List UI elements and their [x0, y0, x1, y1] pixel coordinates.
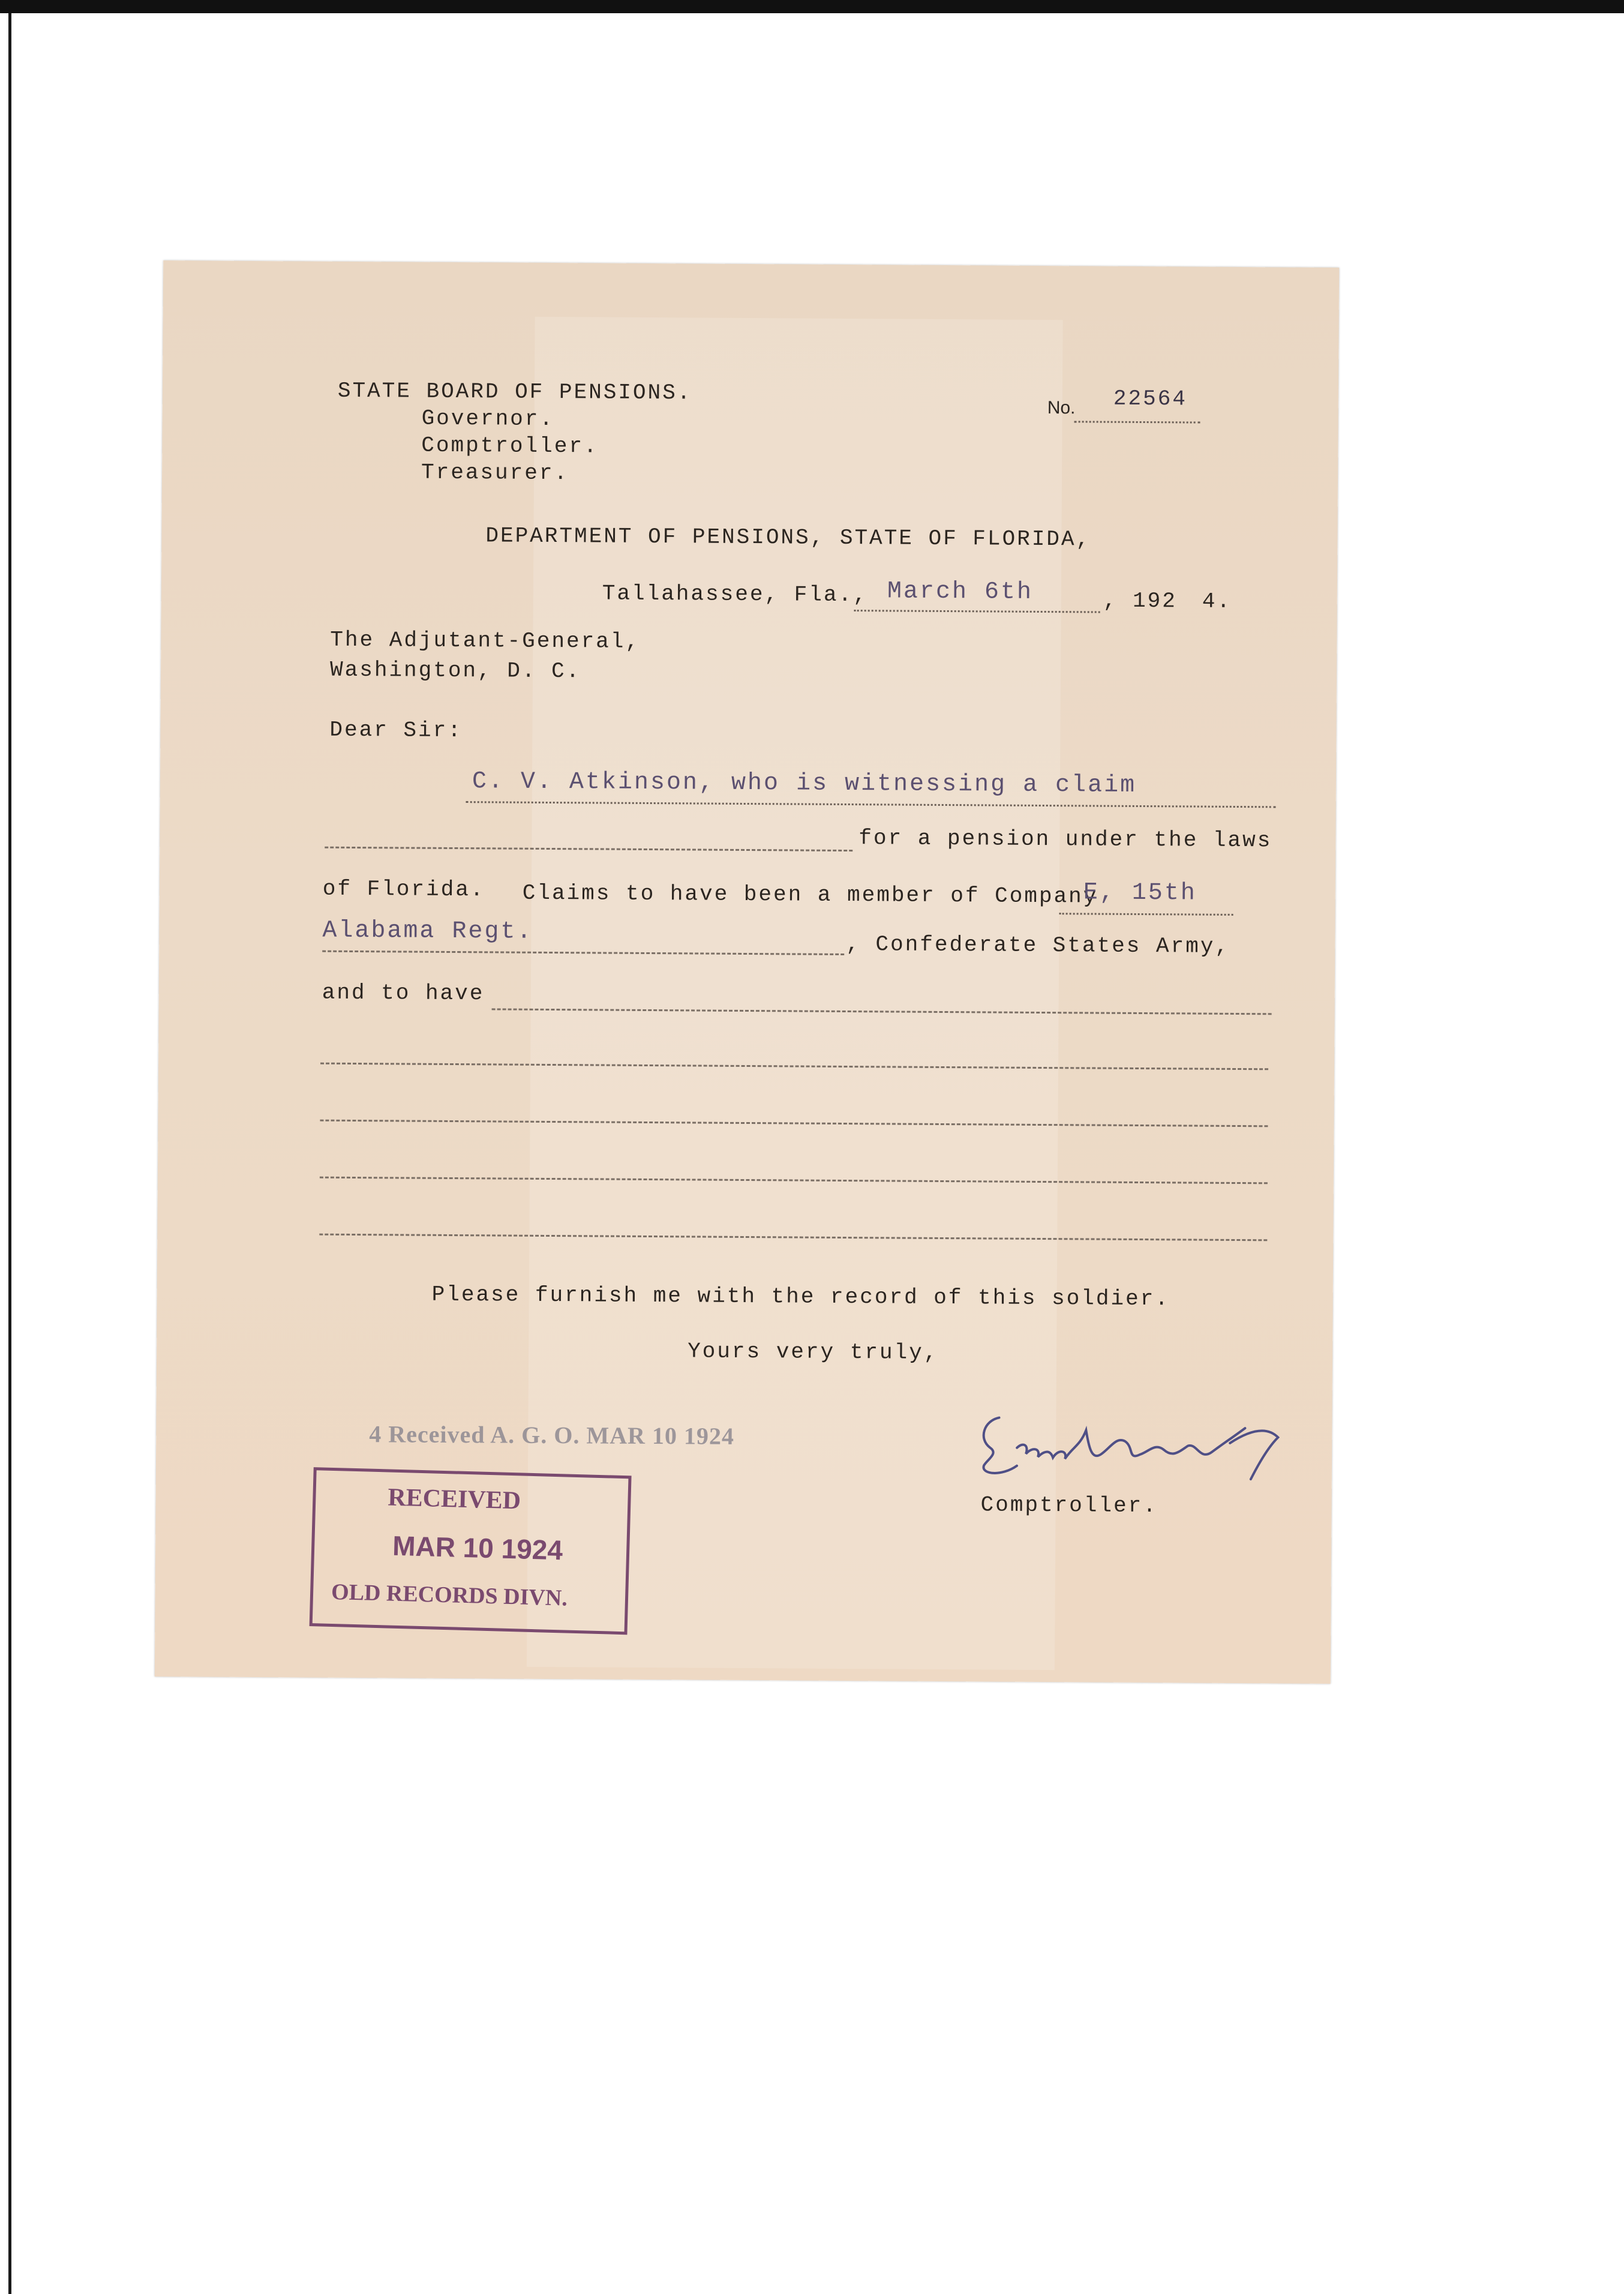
claims-text: Claims to have been a member of Company: [522, 880, 1098, 909]
pension-text: for a pension under the laws: [858, 826, 1272, 853]
board-member-governor: Governor.: [421, 406, 555, 432]
number-rule: [1074, 421, 1200, 423]
and-text: and to have: [322, 980, 485, 1006]
board-member-treasurer: Treasurer.: [421, 460, 569, 486]
signature-title: Comptroller.: [980, 1492, 1158, 1519]
addressee-line-2: Washington, D. C.: [329, 657, 581, 684]
florida-text: of Florida.: [322, 876, 485, 902]
number-label: No.: [1047, 398, 1076, 418]
closing: Yours very truly,: [688, 1339, 939, 1365]
comptroller-signature: [966, 1393, 1326, 1486]
salutation: Dear Sir:: [329, 717, 463, 743]
army-text: , Confederate States Army,: [846, 932, 1230, 959]
addressee-line-1: The Adjutant-General,: [330, 627, 641, 654]
dateline-year-prefix: , 192: [1103, 588, 1177, 614]
company-value: E, 15th: [1083, 879, 1197, 907]
dateline-year-suffix: 4.: [1202, 589, 1232, 614]
stamp-division: OLD RECORDS DIVN.: [331, 1579, 568, 1611]
request-text: Please furnish me with the record of this soldier.: [431, 1282, 1170, 1312]
pension-letter: [155, 260, 1339, 1684]
scan-left-edge: [8, 13, 11, 2294]
regiment-value: Alabama Regt.: [322, 917, 533, 946]
received-stamp: [310, 1467, 632, 1635]
department-heading: DEPARTMENT OF PENSIONS, STATE OF FLORIDA,: [485, 523, 1091, 552]
company-rule: [1059, 913, 1233, 916]
board-member-comptroller: Comptroller.: [421, 433, 599, 459]
board-title: STATE BOARD OF PENSIONS.: [337, 378, 692, 406]
dateline-date: March 6th: [887, 578, 1034, 606]
dateline-place: Tallahassee, Fla.,: [602, 581, 868, 608]
received-ago-line: 4 Received A. G. O. MAR 10 1924: [369, 1420, 735, 1450]
scan-top-edge: [0, 0, 1624, 13]
claim-number: 22564: [1113, 386, 1188, 412]
claimant-line: C. V. Atkinson, who is witnessing a claim: [472, 768, 1137, 799]
stamp-received: RECEIVED: [387, 1483, 521, 1515]
stamp-date: MAR 10 1924: [392, 1530, 563, 1566]
